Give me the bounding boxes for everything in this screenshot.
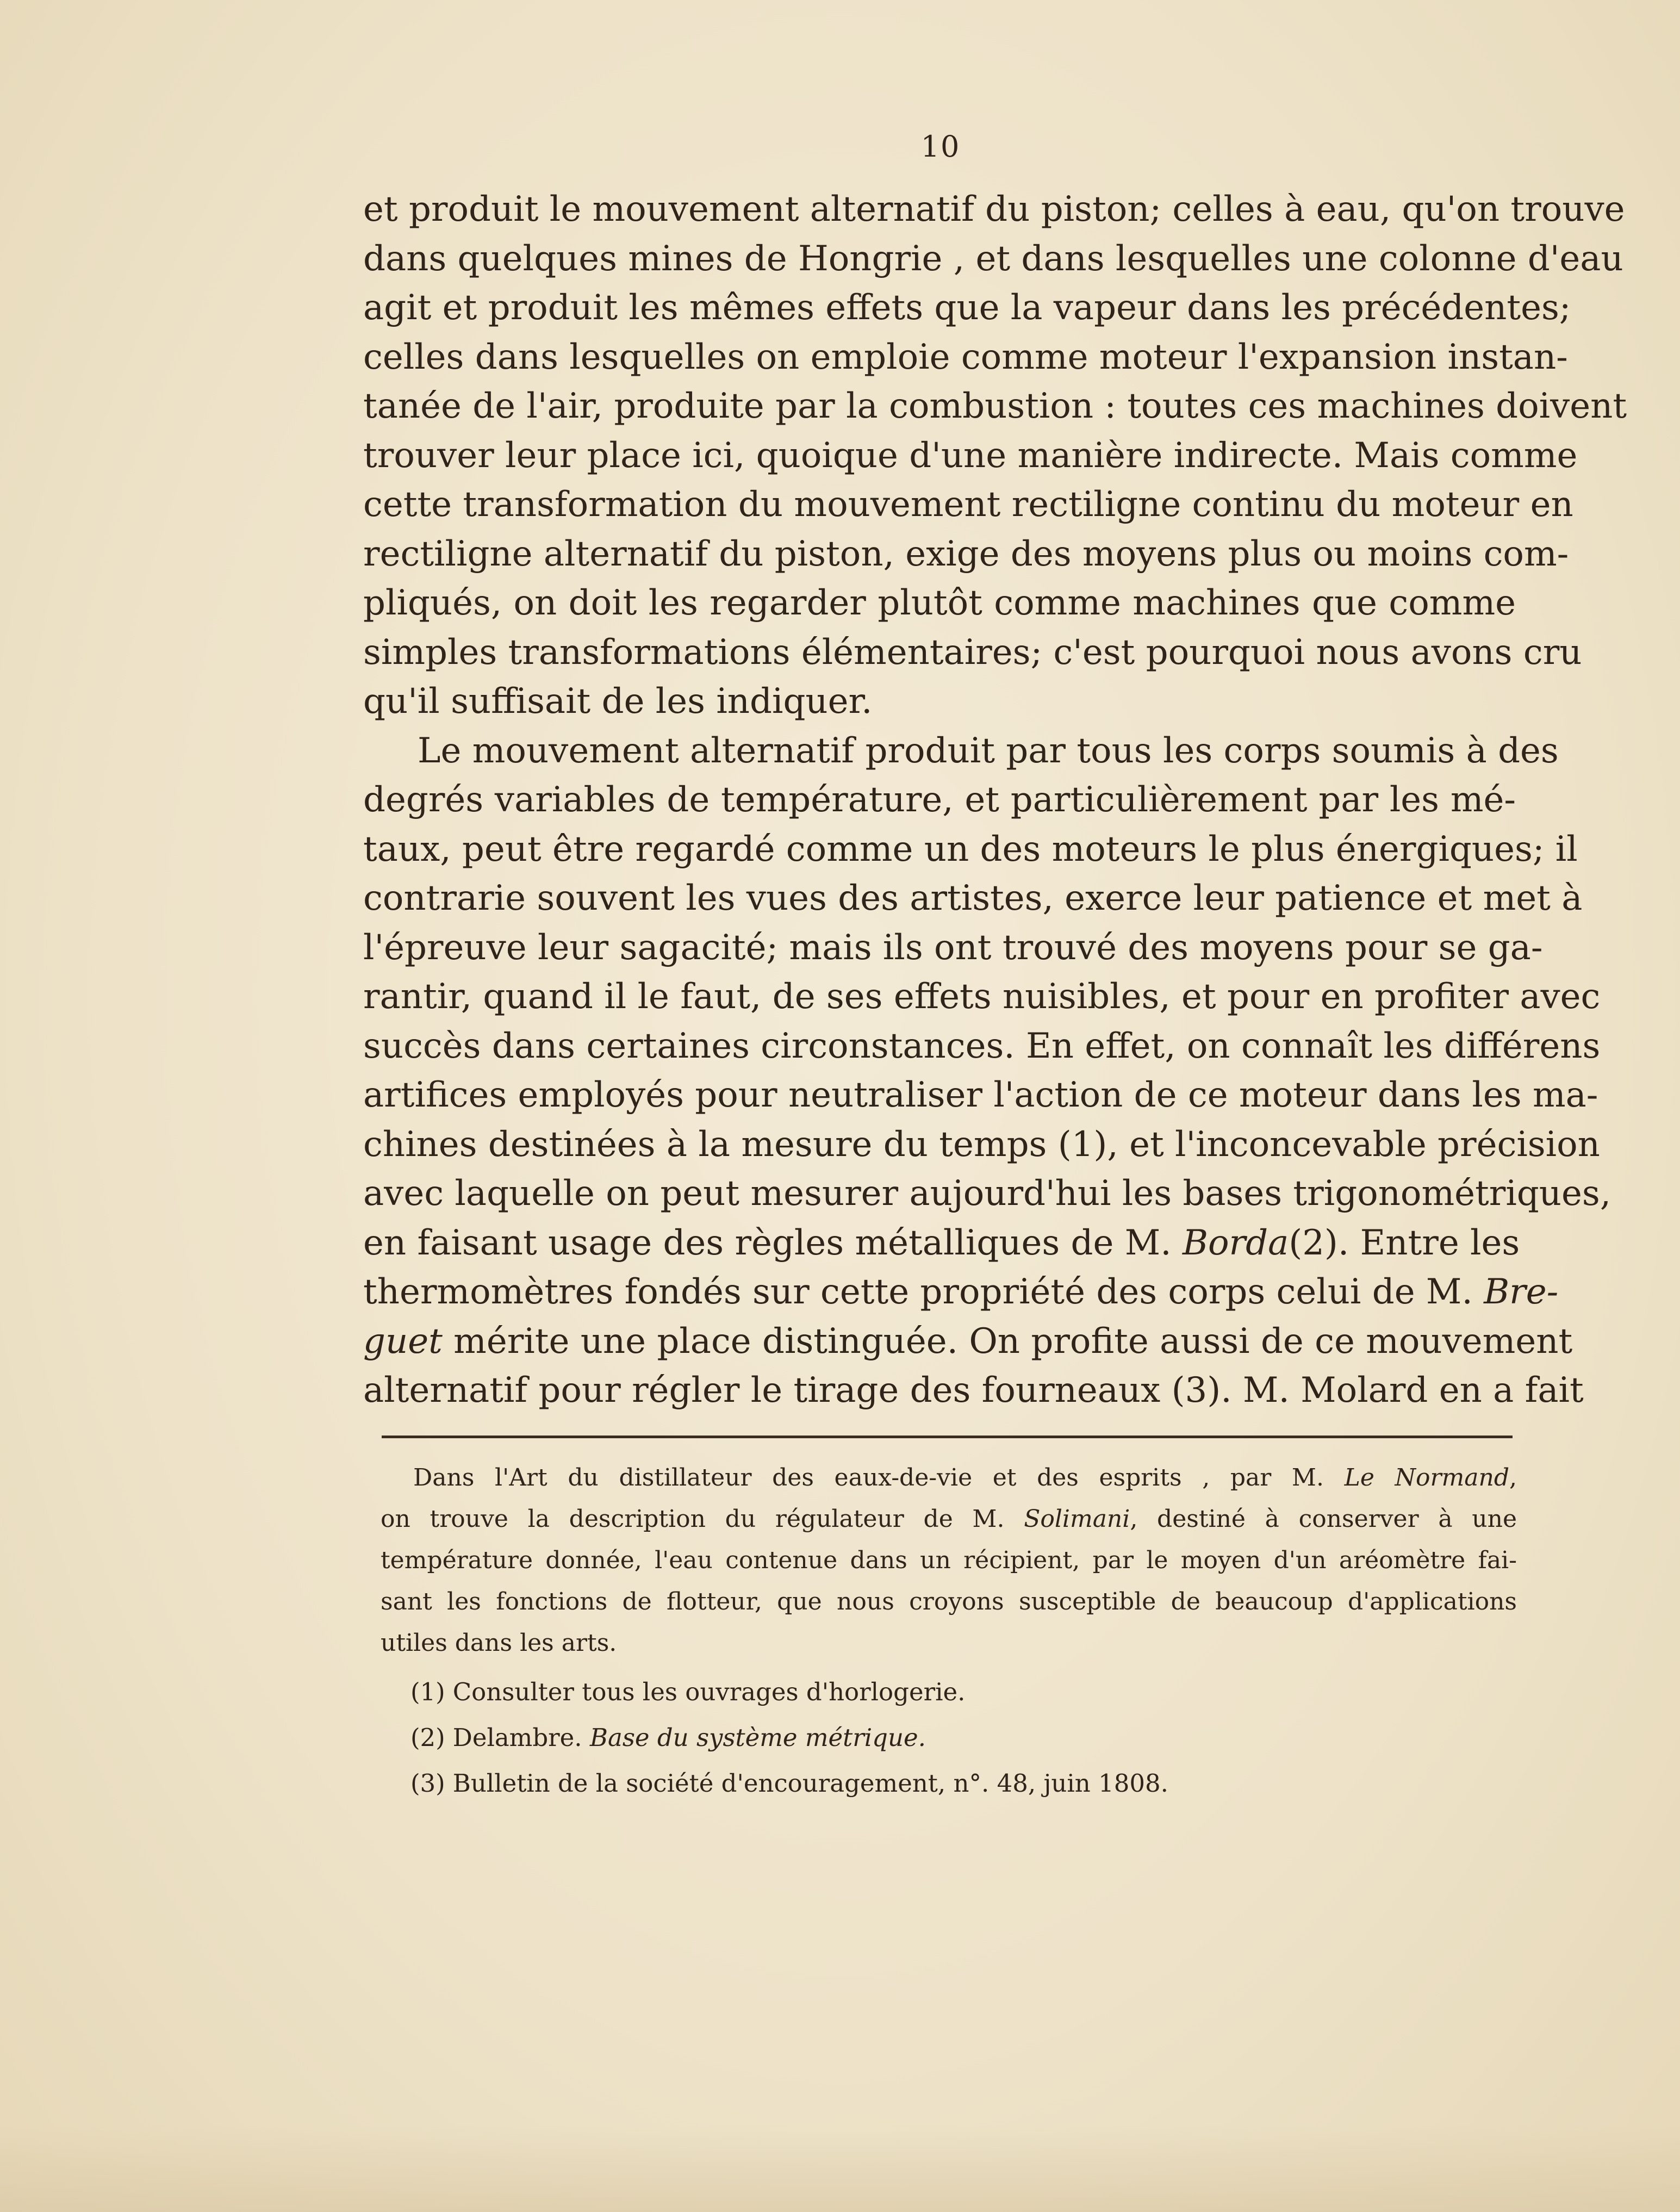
footnotes	[410, 1669, 1498, 1806]
continuation-note	[381, 1457, 1517, 1664]
text-line: chines destinées à la mesure du temps (1), et l'inconcevable précision	[363, 1124, 1600, 1165]
text-line: qu'il suffisait de les indiquer.	[363, 681, 873, 722]
text-line: celles dans lesquelles on emploie comme moteur l'expansion instan-	[363, 337, 1568, 377]
note-line: sant les fonctions de flotteur, que nous croyons susceptible de beaucoup d'applications	[381, 1588, 1517, 1615]
text-span: Dans l'Art du distillateur des eaux-de-vie et des esprits , par M.	[413, 1464, 1324, 1492]
text-span: ,	[1509, 1464, 1517, 1492]
text-span: on trouve la description du régulateur de M.	[381, 1505, 1005, 1533]
page-number: 10	[920, 129, 961, 164]
text-line: l'épreuve leur sagacité; mais ils ont trouvé des moyens pour se ga-	[363, 927, 1543, 968]
text-line: trouver leur place ici, quoique d'une manière indirecte. Mais comme	[363, 435, 1578, 476]
footnote-3	[410, 1761, 1498, 1806]
text-span: en faisant usage des règles métalliques de M.	[363, 1222, 1172, 1263]
footnote-2	[410, 1715, 1498, 1761]
text-span: mérite une place distinguée. On profite aussi de ce mouvement	[453, 1321, 1573, 1362]
footnote-text: Consulter tous les ouvrages d'horlogerie.	[452, 1677, 966, 1706]
text-line: avec laquelle on peut mesurer aujourd'hui les bases trigonométriques,	[363, 1173, 1611, 1214]
text-line: dans quelques mines de Hongrie , et dans lesquelles une colonne d'eau	[363, 238, 1623, 279]
text-line: pliqués, on doit les regarder plutôt comme machines que comme	[363, 583, 1516, 623]
text-line: artifices employés pour neutraliser l'action de ce moteur dans les ma-	[363, 1075, 1598, 1115]
text-line: contrarie souvent les vues des artistes, exerce leur patience et met à	[363, 878, 1583, 918]
text-line: cette transformation du mouvement rectiligne continu du moteur en	[363, 484, 1573, 525]
footnote-text: Delambre.	[452, 1723, 582, 1752]
text-span: thermomètres fondés sur cette propriété des corps celui de M.	[363, 1272, 1473, 1312]
person-name-italic: guet	[363, 1321, 443, 1362]
text-line: rantir, quand il le faut, de ses effets nuisibles, et pour en profiter avec	[363, 977, 1601, 1017]
text-span: (2). Entre les	[1289, 1222, 1520, 1263]
text-line: succès dans certaines circonstances. En effet, on connaît les différens	[363, 1026, 1601, 1066]
text-line: Le mouvement alternatif produit par tous les corps soumis à des	[418, 730, 1559, 771]
footnote-text: Bulletin de la société d'encouragement, n°. 48, juin 1808.	[452, 1769, 1168, 1798]
text-span: , destiné à conserver à une	[1130, 1505, 1517, 1533]
text-line: et produit le mouvement alternatif du piston; celles à eau, qu'on trouve	[363, 189, 1625, 229]
text-line: agit et produit les mêmes effets que la vapeur dans les précédentes;	[363, 288, 1571, 328]
text-line	[363, 1267, 1559, 1317]
main-text	[363, 185, 1627, 1415]
page-bottom-edge	[0, 2125, 1680, 2212]
note-line: utiles dans les arts.	[381, 1629, 617, 1657]
footnote-1	[410, 1669, 1498, 1715]
footnote-marker: (1)	[410, 1677, 445, 1706]
person-name-italic: Bre-	[1484, 1272, 1559, 1312]
note-line	[381, 1499, 1517, 1540]
footnote-title-italic: Base du système métrique.	[589, 1723, 926, 1752]
text-line	[363, 1219, 1520, 1268]
footnote-separator-rule	[382, 1436, 1513, 1438]
text-line: degrés variables de température, et particulièrement par les mé-	[363, 780, 1516, 820]
person-name-italic: Borda	[1182, 1222, 1289, 1263]
text-line	[363, 1317, 1573, 1366]
text-line: rectiligne alternatif du piston, exige des moyens plus ou moins com-	[363, 533, 1569, 574]
footnote-marker: (2)	[410, 1723, 445, 1752]
text-line: tanée de l'air, produite par la combustion : toutes ces machines doivent	[363, 386, 1627, 426]
footnote-marker: (3)	[410, 1769, 445, 1798]
text-line: alternatif pour régler le tirage des fourneaux (3). M. Molard en a fait	[363, 1370, 1584, 1411]
note-line	[381, 1457, 1517, 1499]
person-name-italic: Solimani	[1024, 1505, 1130, 1533]
person-name-italic: Le Normand	[1344, 1464, 1509, 1492]
text-line: simples transformations élémentaires; c'est pourquoi nous avons cru	[363, 632, 1582, 673]
note-line: température donnée, l'eau contenue dans un récipient, par le moyen d'un aréomètre fai-	[381, 1546, 1517, 1574]
text-line: taux, peut être regardé comme un des moteurs le plus énergiques; il	[363, 829, 1578, 869]
